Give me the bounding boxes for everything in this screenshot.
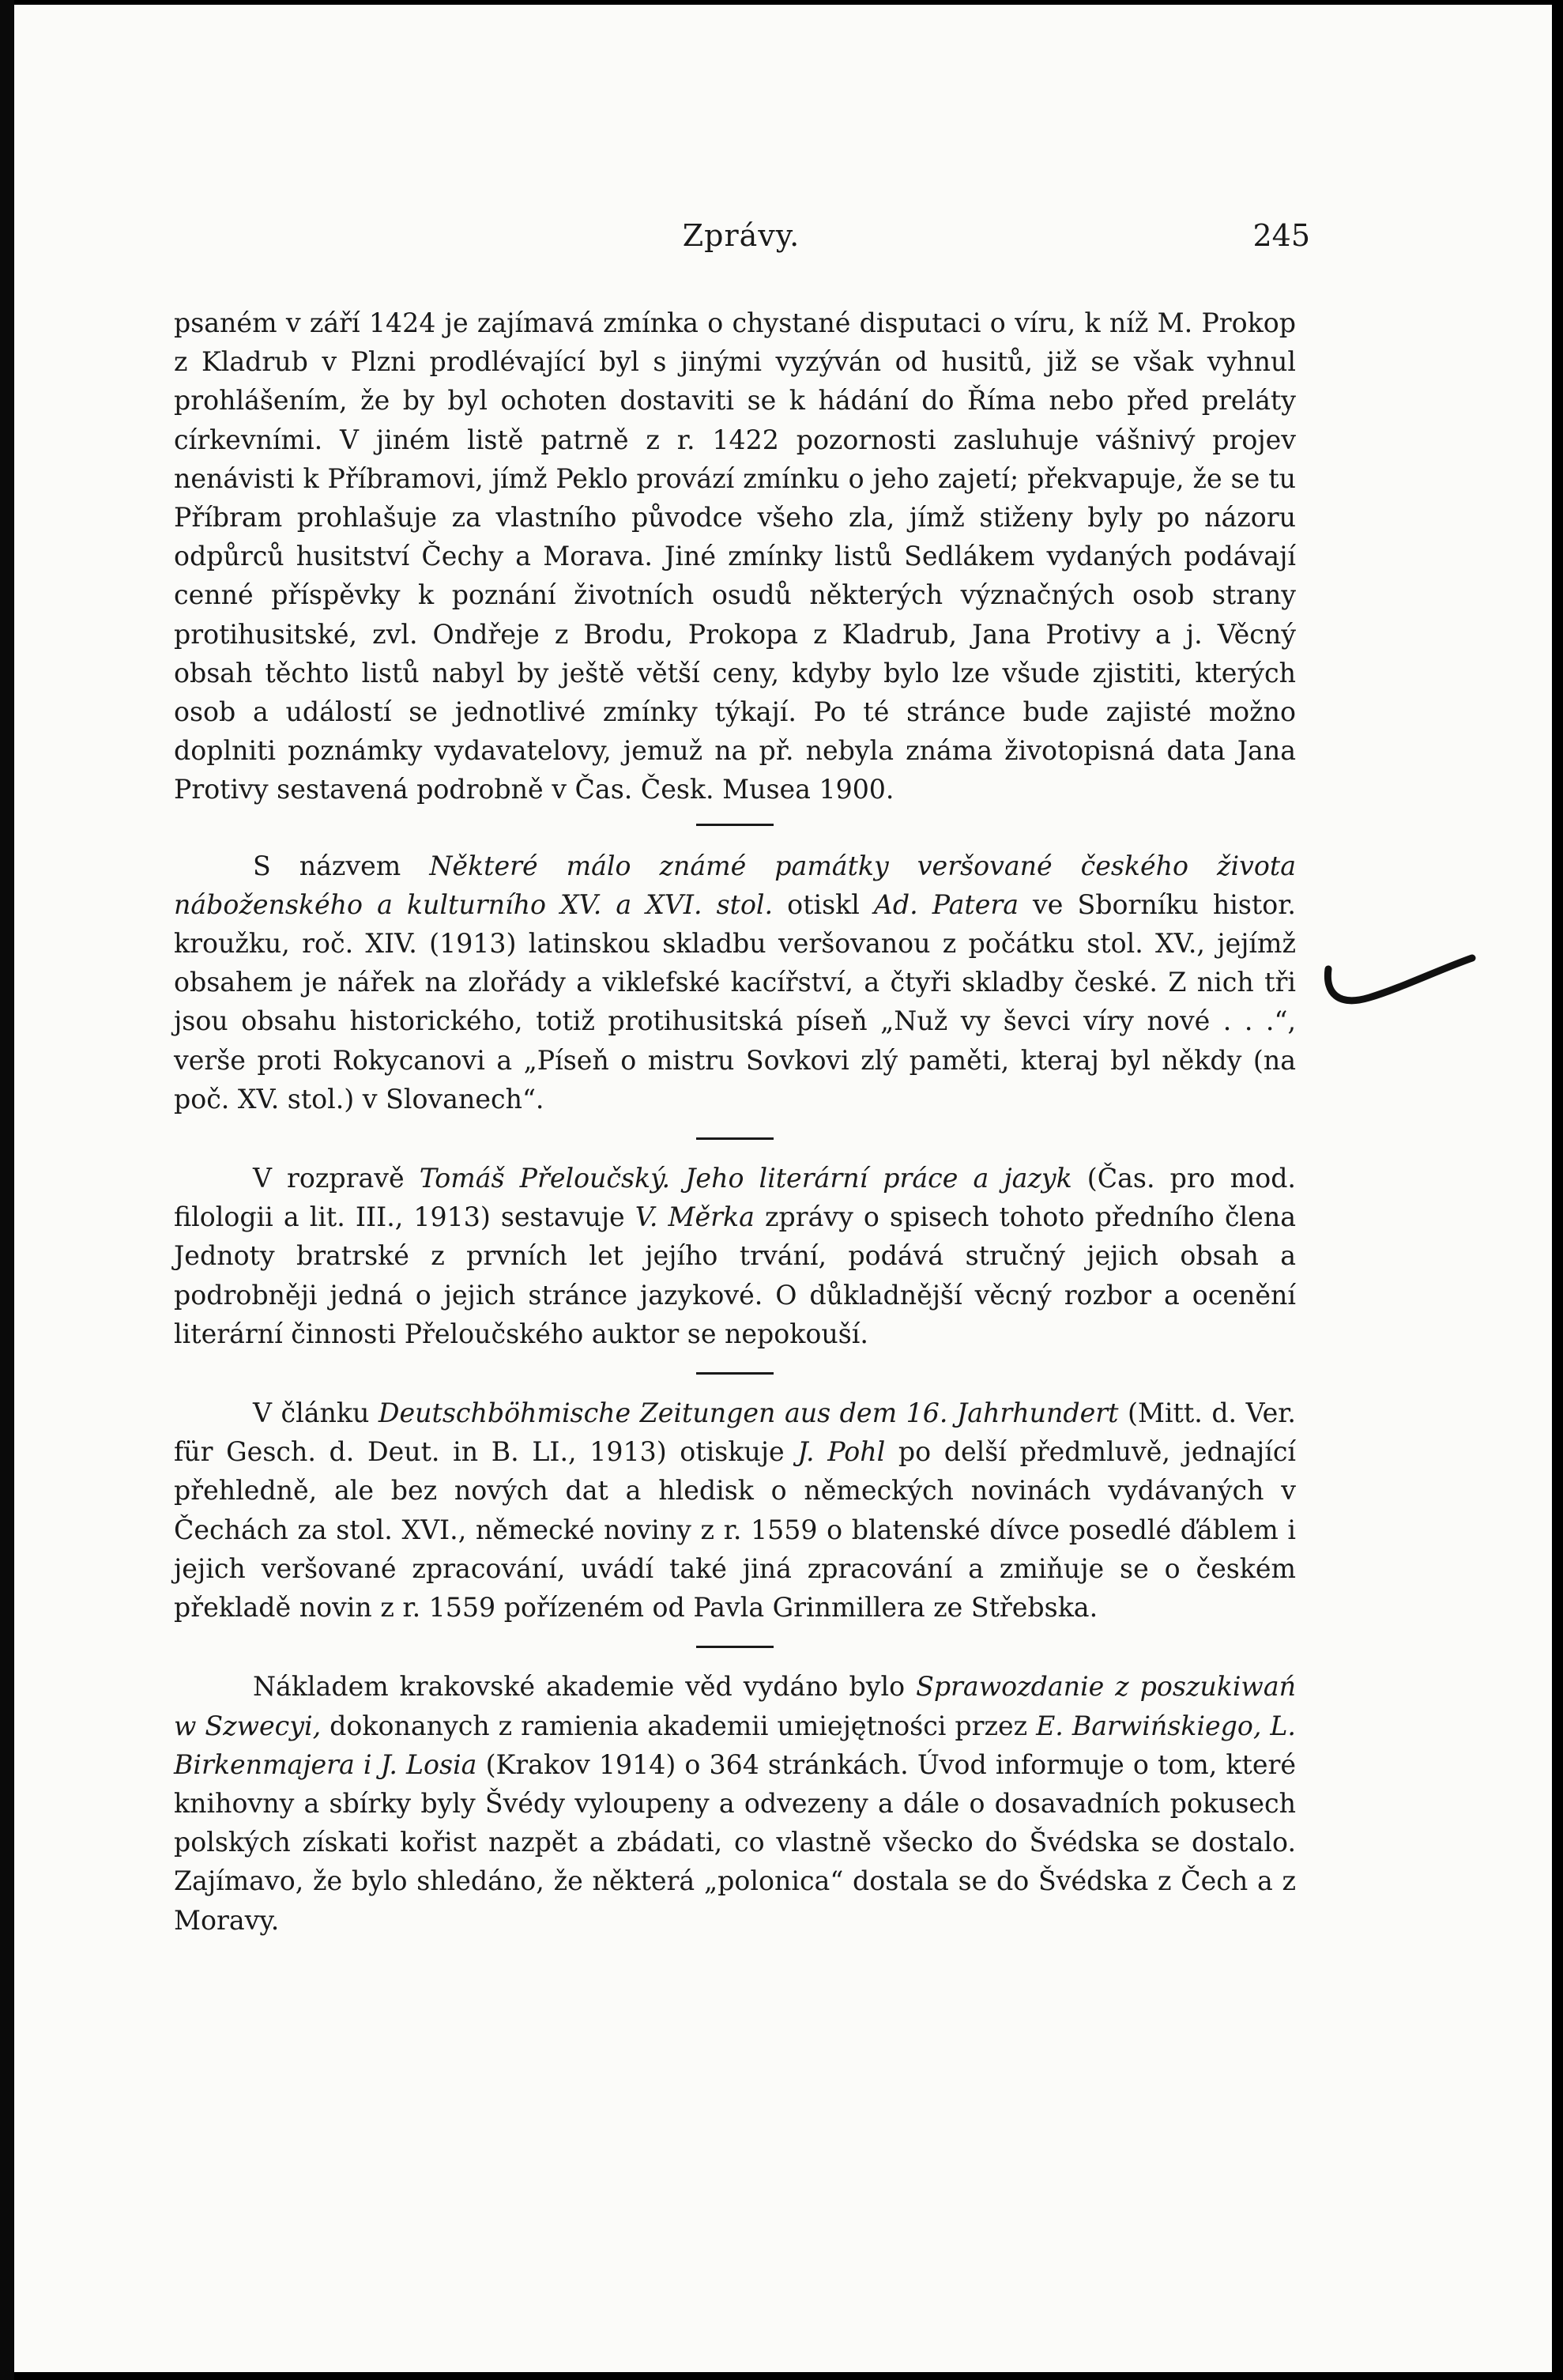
text-run: V článku xyxy=(253,1397,379,1429)
page-header xyxy=(172,218,1310,266)
section-separator xyxy=(696,824,774,826)
book-page xyxy=(14,5,1552,2372)
text-run: po delší předmluvě, jednající přehledně, ale bez nových dat a hledisk o německých novinách vydávaných v Čechách za stol. XVI., německé noviny z r. 1559 o blatenské dívce posedlé ďáblem i jejich veršované zpracování, uvádí také jiná zpracování a zmiňuje se o českém překladě novin z r. 1559 pořízeném od Pavla Grinmillera ze Střebska. xyxy=(174,1436,1297,1624)
italic-title: Některé málo známé památky veršované českého života náboženského a kulturního XV. a XVI. stol. xyxy=(174,850,1296,920)
margin-checkmark-icon xyxy=(1322,945,1480,1016)
italic-title: Tomáš Přeloučský. Jeho literární práce a jazyk xyxy=(419,1163,1072,1194)
paragraph-1 xyxy=(174,304,1296,809)
text-run: otiskl xyxy=(773,888,874,920)
scan-edge xyxy=(0,0,14,2380)
text-run: psaném v září 1424 je zajímavá zmínka o chystané disputaci o víru, k níž M. Prokop z Kladrub v Plzni prodlévající byl s jinými vyzýván od husitů, již se však vyhnul prohlášením, že by byl ochoten dostaviti se k hádání do Říma nebo před preláty církevními. V jiném listě patrně z r. 1422 pozornosti zasluhuje vášnivý projev nenávisti k Příbramovi, jímž Peklo provází zmínku o jeho zajetí; překvapuje, že se tu Příbram prohlašuje za vlastního původce všeho zla, jímž stiženy byly po názoru odpůrců husitství Čechy a Morava. Jiné zmínky listů Sedlákem vydaných podávají cenné příspěvky k poznání životních osudů některých význačných osob strany protihusitské, zvl. Ondřeje z Brodu, Prokopa z Kladrub, Jana Protivy a j. Věcný obsah těchto listů nabyl by ještě větší ceny, kdyby bylo lze všude zjistiti, kterých osob a událostí se jednotlivé zmínky týkají. Po té stránce bude zajisté možno doplniti poznámky vydavatelovy, jemuž na př. nebyla známa životopisná data Jana Protivy sestavená podrobně v Čas. Česk. Musea 1900. xyxy=(174,307,1296,805)
paragraph-3 xyxy=(174,1159,1296,1353)
text-run: V rozpravě xyxy=(253,1163,420,1194)
italic-title: Sprawozdanie z poszukiwań w Szwecyi, xyxy=(174,1671,1297,1741)
paragraph-4 xyxy=(174,1394,1296,1627)
paragraph-2 xyxy=(174,847,1296,1118)
running-title: Zprávy. xyxy=(682,218,800,253)
italic-author: E. Barwińskiego, L. Birkenmajera i J. Losia xyxy=(174,1710,1296,1780)
italic-title: Deutschböhmische Zeitungen aus dem 16. Jahrhundert xyxy=(378,1397,1119,1429)
section-separator xyxy=(696,1646,774,1648)
section-separator xyxy=(696,1372,774,1375)
italic-author: Ad. Patera xyxy=(873,888,1019,920)
article-body xyxy=(174,304,1296,1940)
italic-author: V. Měrka xyxy=(635,1201,755,1233)
text-run: dokonanych z ramienia akademii umiejętności przez xyxy=(321,1710,1037,1741)
text-run: zprávy o spisech tohoto předního člena Jednoty bratrské z prvních let jejího trvání, podává stručný jejich obsah a podrobněji jedná o jejich stránce jazykové. O důkladnější věcný rozbor a ocenění literární činnosti Přeloučského auktor se nepokouší. xyxy=(174,1201,1296,1349)
paragraph-5 xyxy=(174,1667,1296,1939)
text-run: (Krakov 1914) o 364 stránkách. Úvod informuje o tom, které knihovny a sbírky byly Švédy vyloupeny a odvezeny a dále o dosavadních pokusech polských získati kořist nazpět a zbádati, co vlastně všecko do Švédska se dostalo. Zajímavo, že bylo shledáno, že některá „polonica“ dostala se do Švédska z Čech a z Moravy. xyxy=(174,1748,1296,1936)
text-run: (Čas. pro mod. filologii a lit. III., 1913) sestavuje xyxy=(174,1163,1296,1233)
section-separator xyxy=(696,1137,774,1140)
text-run: (Mitt. d. Ver. für Gesch. d. Deut. in B. LI., 1913) otiskuje xyxy=(174,1397,1296,1468)
italic-author: J. Pohl xyxy=(797,1436,886,1468)
page-number: 245 xyxy=(1252,218,1310,253)
text-run: ve Sborníku histor. kroužku, roč. XIV. (1913) latinskou skladbu veršovanou z počátku stol. XV., jejímž obsahem je nářek na zlořády a viklefské kacířství, a čtyři skladby české. Z nich tři jsou obsahu historického, totiž protihusitská píseň „Nuž vy ševci víry nové . . .“, verše proti Rokycanovi a „Píseň o mistru Sovkovi zlý paměti, kteraj byl někdy (na poč. XV. stol.) v Slovanech“. xyxy=(174,888,1296,1115)
text-run: S názvem xyxy=(253,850,430,881)
text-run: Nákladem krakovské akademie věd vydáno bylo xyxy=(253,1671,917,1703)
